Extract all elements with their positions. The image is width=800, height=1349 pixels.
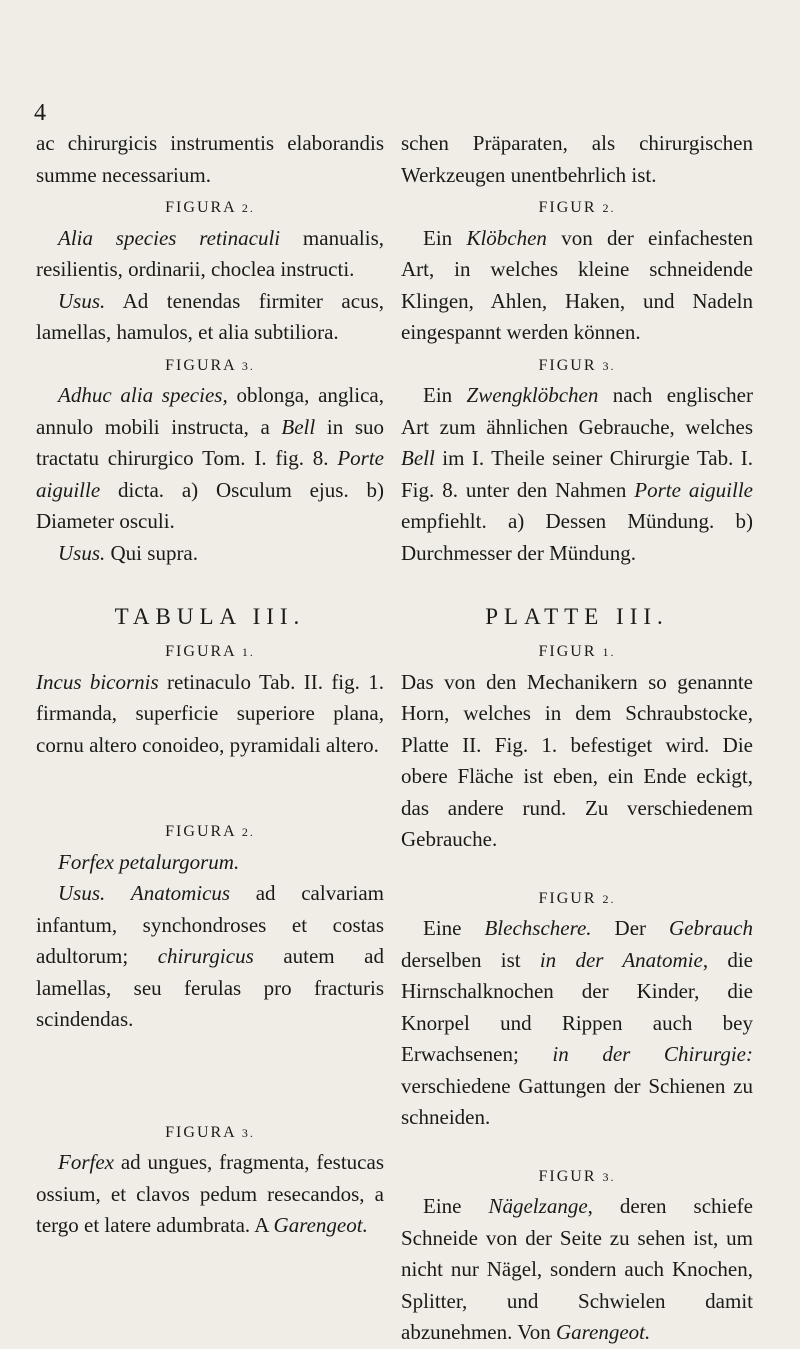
figure-heading: FIGURA 3. [165,1123,255,1141]
table-heading: PLATTE III. [485,604,669,629]
figure-heading: FIGUR 3. [538,356,616,374]
german-intro: schen Präparaten, als chirurgischen Werkzeugen unentbehrlich ist. [401,131,753,187]
figure-usage: Usus. Qui supra. [58,540,199,565]
latin-column [36,128,384,1242]
figure-description: Alia species retinaculi manualis, resilientis, ordinarii, choclea instructi. [36,225,384,281]
figure-heading: FIGUR 3. [538,1167,616,1185]
figure-description: Adhuc alia species, oblonga, anglica, annulo mobili instructa, a Bell in suo tractatu chirurgico Tom. I. fig. 8. Porte aiguille dicta. a) Osculum ejus. b) Diameter osculi. [36,383,385,533]
figure-description: Forfex petalurgorum. [58,849,240,874]
figure-description: Ein Zwengklöbchen nach englischer Art zum ähnlichen Gebrauche, welches Bell im I. Theile seiner Chirurgie Tab. I. Fig. 8. unter den Nahmen Porte aiguille empfiehlt. a) Dessen Mündung. b) Durchmesser der Mündung. [401,383,753,565]
figure-heading: FIGURA 2. [165,199,255,216]
figure-description: Ein Klöbchen von der einfachesten Art, in welches kleine schneidende Klingen, Ahlen, Haken, und Nadeln eingespannt werden können. [401,225,753,344]
figure-description: Das von den Mechanikern so genannte Horn, welches in dem Schraubstocke, Platte II. Fig. 1. befestiget wird. Die obere Fläche ist eben, ein Ende eckigt, das andere rund. Zu verschiedenem Gebrauche. [401,669,753,851]
figure-description: Forfex ad ungues, fragmenta, festucas ossium, et clavos pedum resecandos, a tergo et latere adumbrata. A Garengeot. [36,1150,384,1237]
german-column [401,128,753,1349]
latin-intro: ac chirurgicis instrumentis elaborandis summe necessarium. [36,131,384,187]
figure-heading: FIGURA 1. [165,643,255,660]
figure-usage: Usus. Ad tenendas firmiter acus, lamellas, hamulos, et alia subtiliora. [36,288,384,344]
figure-description: Eine Nägelzange, deren schiefe Schneide von der Seite zu sehen ist, um nicht nur Nägel, sondern auch Knochen, Splitter, und Schwielen damit abzunehmen. Von Garengeot. [401,1194,753,1344]
page-number: 4 [34,100,46,126]
table-heading: TABULA III. [114,604,306,629]
figure-description: Incus bicornis retinaculo Tab. II. fig. 1. firmanda, superficie superiore plana, cornu altero conoideo, pyramidali altero. [36,669,384,757]
figure-heading: FIGURA 2. [165,823,255,840]
figure-description: Eine Blechschere. Der Gebrauch derselben ist in der Anatomie, die Hirnschalknochen der Kinder, die Knorpel und Rippen auch bey Erwachsenen; in der Chirurgie: verschiedene Gattungen der Schienen zu schneiden. [401,916,753,1129]
figure-usage: Usus. Anatomicus ad calvariam infantum, synchondroses et costas adultorum; chirurgicus autem ad lamellas, seu ferulas pro fracturis scindendas. [36,881,384,1031]
figure-heading: FIGUR 2. [538,199,616,216]
figure-heading: FIGURA 3. [165,356,255,374]
figure-heading: FIGUR 1. [538,643,616,660]
figure-heading: FIGUR 2. [538,889,616,907]
